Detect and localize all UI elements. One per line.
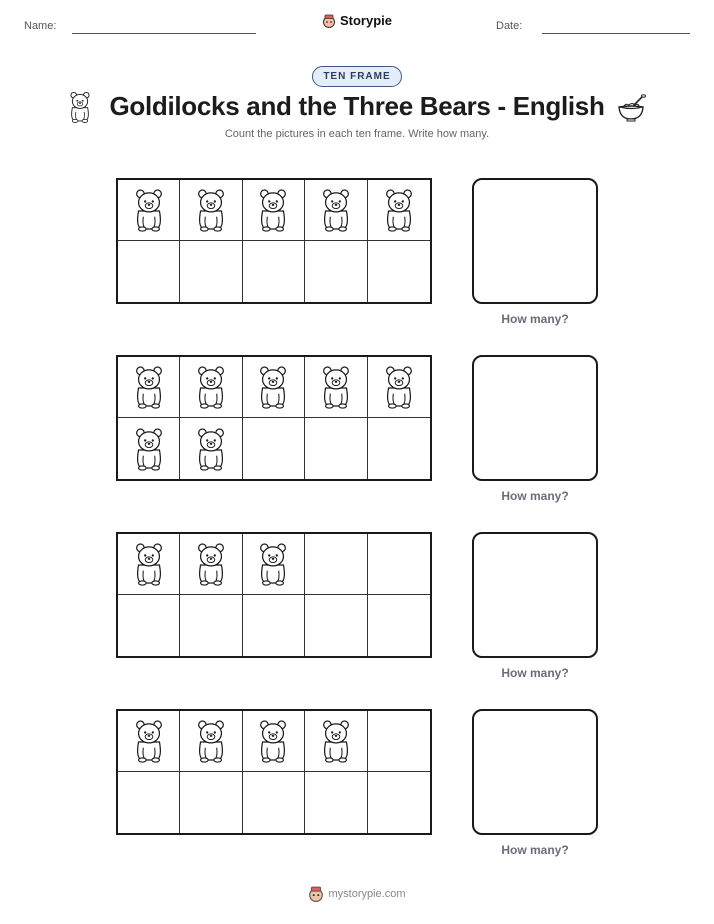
ten-frame-cell bbox=[368, 418, 430, 479]
bear-icon bbox=[192, 719, 230, 763]
ten-frame-cell bbox=[180, 418, 242, 479]
how-many-label: How many? bbox=[501, 666, 569, 680]
ten-frame-cell bbox=[243, 357, 305, 418]
bear-icon bbox=[130, 188, 168, 232]
ten-frame-cell bbox=[180, 357, 242, 418]
ten-frame-cell bbox=[305, 534, 367, 595]
ten-frame-cell bbox=[118, 534, 180, 595]
ten-frame-cell bbox=[368, 357, 430, 418]
storypie-logo-icon bbox=[308, 886, 324, 902]
bear-icon bbox=[380, 365, 418, 409]
date-label: Date: bbox=[496, 20, 523, 32]
footer bbox=[0, 886, 714, 907]
bear-icon bbox=[254, 719, 292, 763]
how-many-label: How many? bbox=[501, 489, 569, 503]
answer-box[interactable] bbox=[472, 355, 598, 481]
ten-frame-cell bbox=[180, 180, 242, 241]
answer-box[interactable] bbox=[472, 709, 598, 835]
ten-frame-cell bbox=[243, 595, 305, 656]
ten-frame-cell bbox=[118, 180, 180, 241]
ten-frame-cell bbox=[305, 241, 367, 302]
ten-frame-cell bbox=[368, 534, 430, 595]
ten-frame-cell bbox=[243, 241, 305, 302]
bear-icon bbox=[192, 188, 230, 232]
name-field[interactable] bbox=[72, 33, 256, 34]
how-many-label: How many? bbox=[501, 843, 569, 857]
bear-icon bbox=[380, 188, 418, 232]
instructions: Count the pictures in each ten frame. Write how many. bbox=[224, 128, 490, 140]
ten-frame-cell bbox=[368, 180, 430, 241]
porridge-bowl-icon bbox=[616, 94, 646, 127]
ten-frame-cell bbox=[118, 595, 180, 656]
bear-icon bbox=[192, 542, 230, 586]
answer-box[interactable] bbox=[472, 532, 598, 658]
ten-frame bbox=[116, 532, 432, 658]
ten-frame-cell bbox=[305, 180, 367, 241]
bear-icon bbox=[130, 427, 168, 471]
ten-frame-cell bbox=[243, 772, 305, 833]
ten-frame-cell bbox=[180, 534, 242, 595]
ten-frame-cell bbox=[305, 418, 367, 479]
ten-frame bbox=[116, 355, 432, 481]
ten-frame-cell bbox=[180, 595, 242, 656]
bear-icon bbox=[254, 365, 292, 409]
bear-icon bbox=[130, 542, 168, 586]
ten-frame-cell bbox=[243, 711, 305, 772]
bear-icon bbox=[317, 365, 355, 409]
answer-box[interactable] bbox=[472, 178, 598, 304]
ten-frame-cell bbox=[368, 772, 430, 833]
bear-icon bbox=[130, 719, 168, 763]
ten-frame-cell bbox=[368, 595, 430, 656]
brand-logo bbox=[0, 13, 714, 33]
bear-icon bbox=[254, 542, 292, 586]
bear-icon bbox=[192, 427, 230, 471]
ten-frame-cell bbox=[118, 241, 180, 302]
ten-frame-cell bbox=[305, 711, 367, 772]
bear-icon bbox=[130, 365, 168, 409]
bear-icon bbox=[317, 719, 355, 763]
worksheet-type-badge: TEN FRAME bbox=[312, 66, 401, 87]
storypie-logo-icon bbox=[322, 14, 336, 28]
ten-frame-cell bbox=[305, 595, 367, 656]
ten-frame-cell bbox=[118, 357, 180, 418]
ten-frame-cell bbox=[118, 711, 180, 772]
ten-frame-cell bbox=[243, 180, 305, 241]
ten-frame bbox=[116, 178, 432, 304]
ten-frame-cell bbox=[118, 772, 180, 833]
brand-name: Storypie bbox=[339, 13, 392, 28]
ten-frame-cell bbox=[305, 357, 367, 418]
how-many-label: How many? bbox=[501, 312, 569, 326]
ten-frame bbox=[116, 709, 432, 835]
ten-frame-cell bbox=[118, 418, 180, 479]
page-title: Goldilocks and the Three Bears - English bbox=[109, 91, 605, 121]
ten-frame-cell bbox=[305, 772, 367, 833]
ten-frame-cell bbox=[243, 418, 305, 479]
ten-frame-cell bbox=[368, 241, 430, 302]
bear-icon bbox=[317, 188, 355, 232]
ten-frame-cell bbox=[180, 711, 242, 772]
name-label: Name: bbox=[24, 20, 57, 32]
ten-frame-cell bbox=[180, 241, 242, 302]
bear-icon bbox=[192, 365, 230, 409]
footer-site[interactable]: mystorypie.com bbox=[328, 888, 406, 900]
date-field[interactable] bbox=[542, 33, 690, 34]
bear-icon bbox=[254, 188, 292, 232]
ten-frame-cell bbox=[180, 772, 242, 833]
ten-frame-cell bbox=[368, 711, 430, 772]
ten-frame-cell bbox=[243, 534, 305, 595]
